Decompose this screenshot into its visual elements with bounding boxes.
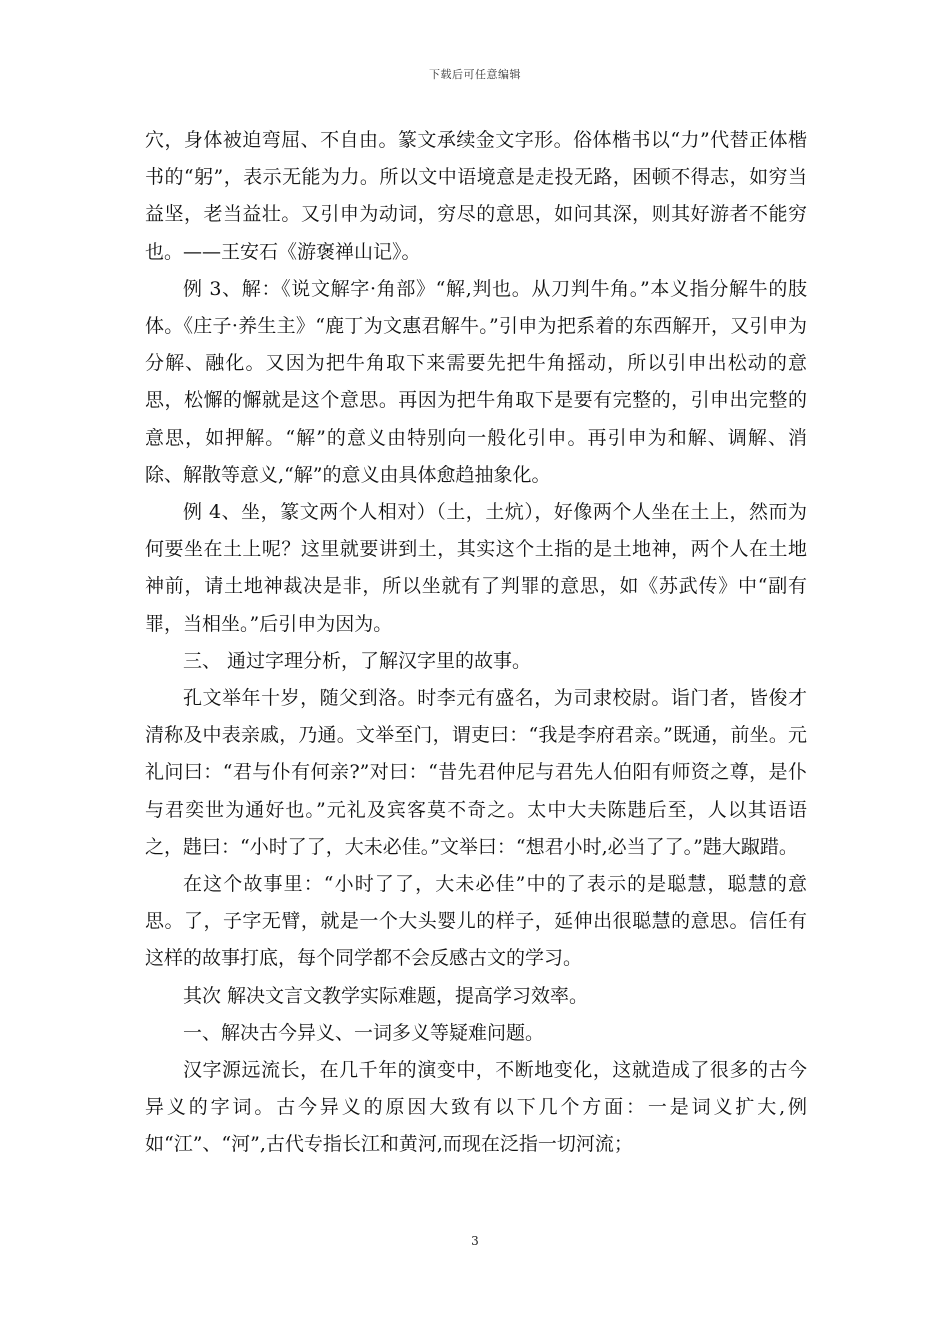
body-text <box>145 122 807 1164</box>
section-heading: 其次 解决文言文教学实际难题，提高学习效率。 <box>183 984 589 1007</box>
paragraph: 汉字源远流长，在几千年的演变中，不断地变化，这就造成了很多的古今异义的字词。古今异义的原因大致有以下几个方面：一是词义扩大,例如“江”、“河”,古代专指长江和黄河,而现在泛指一切河流； <box>145 1059 807 1156</box>
paragraph: 例 4、坐，篆文两个人相对）（土，土炕），好像两个人坐在土上，然而为何要坐在土上呢？这里就要讲到土，其实这个土指的是土地神，两个人在土地神前，请土地神裁决是非，所以坐就有了判罪的意思，如《苏武传》中“副有罪，当相坐。”后引申为因为。 <box>145 501 807 635</box>
section-heading: 一、解决古今异义、一词多义等疑难问题。 <box>183 1021 545 1044</box>
paragraph: 穴，身体被迫弯屈、不自由。篆文承续金文字形。俗体楷书以“力”代替正体楷书的“躬”，表示无能为力。所以文中语境意是走投无路，困顿不得志，如穷当益坚，老当益壮。又引申为动词，穷尽的意思，如问其深，则其好游者不能穷也。——王安石《游褒禅山记》。 <box>145 129 807 263</box>
section-heading: 三、 通过字理分析，了解汉字里的故事。 <box>183 649 532 672</box>
paragraph: 例 3、解：《说文解字·角部》“解,判也。从刀判牛角。”本义指分解牛的肢体。《庄子·养生主》“鹿丁为文惠君解牛。”引申为把系着的东西解开，又引申为分解、融化。又因为把牛角取下来需要先把牛角摇动，所以引申出松动的意思，松懈的懈就是这个意思。再因为把牛角取下是要有完整的，引申出完整的意思，如押解。“解”的意义由特别向一般化引申。再引申为和解、调解、消除、解散等意义,“解”的意义由具体愈趋抽象化。 <box>145 277 807 486</box>
page-header: 下载后可任意编辑 <box>429 68 521 81</box>
page-number: 3 <box>471 1234 479 1248</box>
paragraph: 孔文举年十岁，随父到洛。时李元有盛名，为司隶校尉。诣门者，皆俊才清称及中表亲戚，乃通。文举至门，谓吏曰：“我是李府君亲。”既通，前坐。元礼问曰：“君与仆有何亲?”对曰：“昔先君仲尼与君先人伯阳有师资之尊，是仆与君奕世为通好也。”元礼及宾客莫不奇之。太中大夫陈韪后至，人以其语语之，韪曰：“小时了了，大未必佳。”文举曰：“想君小时,必当了了。”韪大踧踖。 <box>145 687 807 858</box>
paragraph: 在这个故事里：“小时了了，大未必佳”中的了表示的是聪慧，聪慧的意思。了，子字无臂，就是一个大头婴儿的样子，延伸出很聪慧的意思。信任有这样的故事打底，每个同学都不会反感古文的学习。 <box>145 873 807 970</box>
